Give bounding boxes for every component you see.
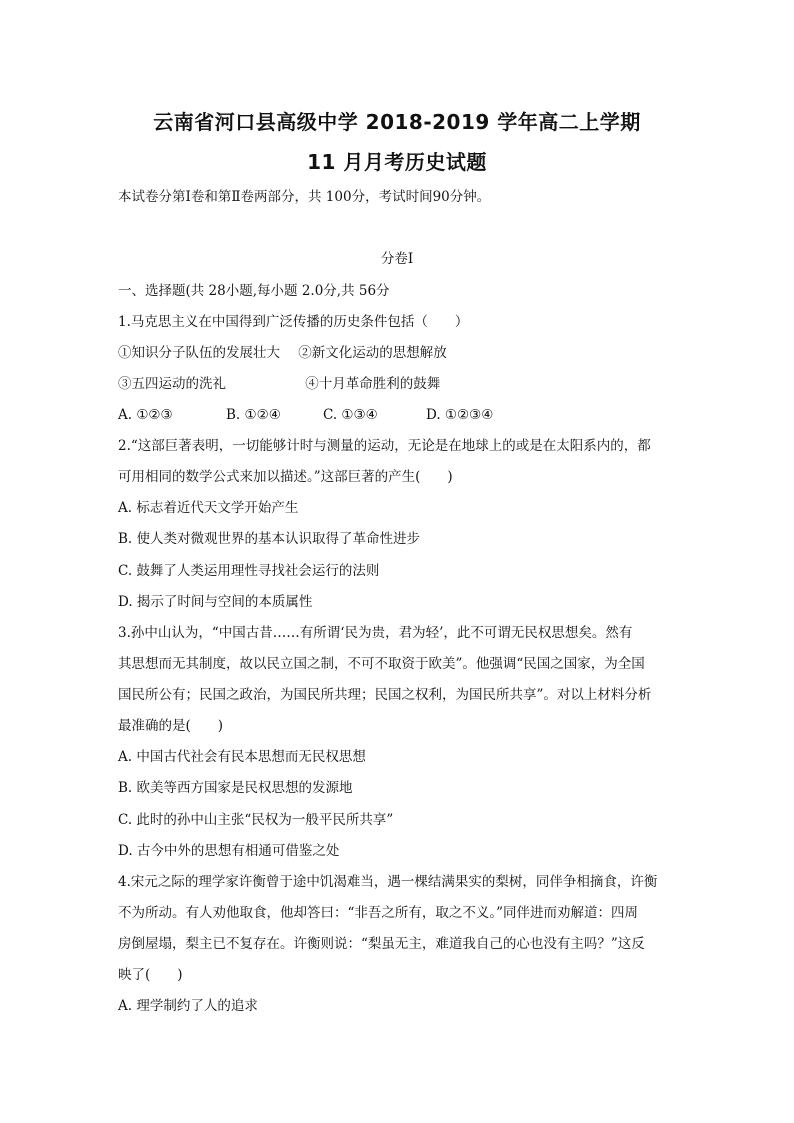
q4-stem-line3: 房倒屋塌，梨主已不复存在。许衡则说：“梨虽无主，难道我自己的心也没有主吗？”这反 (118, 936, 645, 952)
q4-stem-line2: 不为所动。有人劝他取食，他却答曰：“非吾之所有，取之不义。”同伴进而劝解道：四周 (118, 905, 639, 921)
q3-option-d: D. 古今中外的思想有相通可借鉴之处 (118, 843, 340, 859)
q3-stem-line1: 3.孙中山认为，“中国古昔……有所谓‘民为贵，君为轻’，此不可谓无民权思想矣。然有 (118, 625, 633, 641)
q1-item4: ④十月革命胜利的鼓舞 (305, 376, 441, 392)
exam-title-line1: 云南省河口县高级中学 2018-2019 学年高二上学期 (153, 110, 641, 134)
exam-intro: 本试卷分第Ⅰ卷和第Ⅱ卷两部分，共 100分，考试时间90分钟。 (118, 189, 491, 205)
q1-items-row2 (118, 375, 688, 393)
q2-option-d: D. 揭示了时间与空间的本质属性 (118, 594, 313, 610)
q4-stem-line1: 4.宋元之际的理学家许衡曾于途中饥渴难当，遇一棵结满果实的梨树，同伴争相摘食，许衡 (118, 874, 658, 890)
q1-stem: 1.马克思主义在中国得到广泛传播的历史条件包括（ ） (118, 314, 469, 330)
section-label: 分卷I (380, 251, 414, 267)
exam-title-line2: 11 月月考历史试题 (307, 150, 487, 174)
q3-stem-line3: 国民所公有；民国之政治，为国民所共理；民国之权利，为国民所共享”。对以上材料分析 (118, 687, 652, 703)
q1-option-a: A. ①②③ (118, 407, 173, 423)
q3-stem-line4: 最准确的是( ) (118, 718, 224, 734)
q1-options (118, 406, 688, 424)
q3-option-c: C. 此时的孙中山主张“民权为一般平民所共享” (118, 812, 394, 828)
q3-stem-line2: 其思想而无其制度，故以民立国之制，不可不取资于欧美”。他强调“民国之国家，为全国 (118, 656, 645, 672)
q1-item1: ①知识分子队伍的发展壮大 (118, 345, 280, 361)
q2-option-c: C. 鼓舞了人类运用理性寻找社会运行的法则 (118, 563, 380, 579)
q1-option-c: C. ①③④ (323, 407, 378, 423)
q1-option-d: D. ①②③④ (426, 407, 494, 423)
q2-stem-line2: 可用相同的数学公式来加以描述。”这部巨著的产生( ) (118, 469, 453, 485)
part-heading: 一、选择题(共 28小题,每小题 2.0分,共 56分 (118, 283, 390, 299)
q4-stem-line4: 映了( ) (118, 967, 183, 983)
q1-item2: ②新文化运动的思想解放 (298, 345, 447, 361)
q1-option-b: B. ①②④ (226, 407, 281, 423)
q4-option-a: A. 理学制约了人的追求 (118, 998, 258, 1014)
q3-option-a: A. 中国古代社会有民本思想而无民权思想 (118, 749, 366, 765)
q1-items-row1 (118, 344, 688, 362)
q2-option-a: A. 标志着近代天文学开始产生 (118, 500, 299, 516)
q2-option-b: B. 使人类对微观世界的基本认识取得了革命性进步 (118, 531, 421, 547)
q2-stem-line1: 2.“这部巨著表明，一切能够计时与测量的运动，无论是在地球上的或是在太阳系内的，都 (118, 438, 651, 454)
q1-item3: ③五四运动的洗礼 (118, 376, 226, 392)
q3-option-b: B. 欧美等西方国家是民权思想的发源地 (118, 780, 353, 796)
